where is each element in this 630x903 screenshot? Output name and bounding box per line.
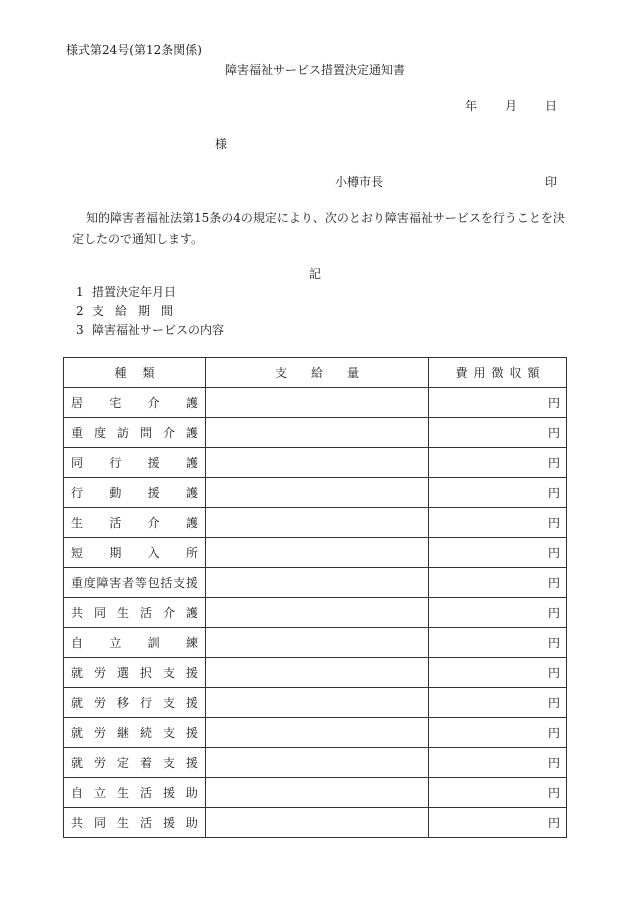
header-quantity: 支 給 量: [206, 358, 429, 388]
table-row: [64, 568, 567, 598]
fee-cell: [429, 418, 567, 448]
service-type-cell: [64, 718, 206, 748]
yen-unit: 円: [547, 606, 560, 620]
table-row: [64, 388, 567, 418]
item-number: 3: [76, 323, 84, 337]
fee-cell: [429, 748, 567, 778]
list-item: [76, 286, 176, 298]
service-type-cell: [64, 388, 206, 418]
service-type-cell: [64, 688, 206, 718]
list-item: [76, 324, 224, 336]
fee-cell: [429, 568, 567, 598]
yen-unit: 円: [547, 426, 560, 440]
service-type-label: 同 行 援 護: [71, 456, 198, 470]
seal-mark: 印: [545, 175, 558, 189]
ki-heading: 記: [308, 267, 321, 281]
service-type-cell: [64, 658, 206, 688]
table-row: [64, 778, 567, 808]
service-type-cell: [64, 508, 206, 538]
fee-cell: [429, 628, 567, 658]
recipient-suffix: 様: [215, 137, 228, 151]
service-type-label: 居 宅 介 護: [71, 396, 198, 410]
yen-unit: 円: [547, 666, 560, 680]
header-fee: 費 用 徴 収 額: [429, 358, 567, 388]
table-row: [64, 808, 567, 838]
fee-cell: [429, 808, 567, 838]
yen-unit: 円: [547, 546, 560, 560]
service-type-label: 短 期 入 所: [71, 546, 198, 560]
fee-cell: [429, 388, 567, 418]
yen-unit: 円: [547, 516, 560, 530]
service-type-label: 生 活 介 護: [71, 516, 198, 530]
issuer-name: 小樽市長: [335, 175, 384, 189]
yen-unit: 円: [547, 456, 560, 470]
table-row: [64, 658, 567, 688]
list-item: [76, 305, 184, 317]
fee-cell: [429, 688, 567, 718]
fee-cell: [429, 718, 567, 748]
item-number: 2: [76, 304, 84, 318]
table-row: [64, 748, 567, 778]
service-type-label: 共 同 生 活 介 護: [71, 606, 198, 620]
yen-unit: 円: [547, 786, 560, 800]
year-label: 年: [464, 99, 477, 113]
service-type-cell: [64, 418, 206, 448]
quantity-cell: [206, 448, 429, 478]
yen-unit: 円: [547, 576, 560, 590]
fee-cell: [429, 448, 567, 478]
quantity-cell: [206, 748, 429, 778]
fee-cell: [429, 658, 567, 688]
date-line: [465, 100, 557, 112]
quantity-cell: [206, 598, 429, 628]
day-label: 日: [544, 99, 557, 113]
quantity-cell: [206, 568, 429, 598]
service-type-cell: [64, 568, 206, 598]
item-label: 支給期間: [92, 304, 185, 318]
quantity-cell: [206, 418, 429, 448]
service-type-cell: [64, 448, 206, 478]
service-type-label: 自 立 生 活 援 助: [71, 786, 198, 800]
document-title: 障害福祉サービス措置決定通知書: [224, 63, 405, 77]
service-type-label: 就 労 移 行 支 援: [71, 696, 198, 710]
yen-unit: 円: [547, 756, 560, 770]
item-label: 障害福祉サービスの内容: [92, 323, 225, 337]
yen-unit: 円: [547, 816, 560, 830]
table-row: [64, 598, 567, 628]
table-row: [64, 508, 567, 538]
table-header-row: [64, 358, 567, 388]
yen-unit: 円: [547, 486, 560, 500]
header-type: 種 類: [64, 358, 206, 388]
service-type-cell: [64, 748, 206, 778]
item-label: 措置決定年月日: [92, 285, 177, 299]
month-label: 月: [504, 99, 517, 113]
table-row: [64, 448, 567, 478]
quantity-cell: [206, 388, 429, 418]
fee-cell: [429, 598, 567, 628]
quantity-cell: [206, 778, 429, 808]
table-row: [64, 538, 567, 568]
service-type-label: 就 労 定 着 支 援: [71, 756, 198, 770]
service-type-cell: [64, 628, 206, 658]
yen-unit: 円: [547, 726, 560, 740]
service-table: [63, 357, 567, 838]
quantity-cell: [206, 508, 429, 538]
quantity-cell: [206, 688, 429, 718]
quantity-cell: [206, 658, 429, 688]
fee-cell: [429, 478, 567, 508]
quantity-cell: [206, 628, 429, 658]
service-type-cell: [64, 598, 206, 628]
yen-unit: 円: [547, 396, 560, 410]
fee-cell: [429, 538, 567, 568]
service-type-label: 重 度 障 害 者 等 包 括 支 援: [71, 576, 198, 590]
service-type-label: 自 立 訓 練: [71, 636, 198, 650]
service-type-cell: [64, 778, 206, 808]
table-row: [64, 628, 567, 658]
fee-cell: [429, 508, 567, 538]
table-row: [64, 418, 567, 448]
service-type-label: 就 労 継 続 支 援: [71, 726, 198, 740]
form-number: 様式第24号(第12条関係): [66, 43, 202, 57]
quantity-cell: [206, 718, 429, 748]
fee-cell: [429, 778, 567, 808]
service-type-label: 就 労 選 択 支 援: [71, 666, 198, 680]
service-type-label: 重 度 訪 問 介 護: [71, 426, 198, 440]
quantity-cell: [206, 808, 429, 838]
body-text: 知的障害者福祉法第15条の4の規定により、次のとおり障害福祉サービスを行うことを決定したので通知します。: [72, 211, 565, 246]
table-row: [64, 688, 567, 718]
table-row: [64, 478, 567, 508]
service-type-label: 共 同 生 活 援 助: [71, 816, 198, 830]
service-type-label: 行 動 援 護: [71, 486, 198, 500]
quantity-cell: [206, 478, 429, 508]
item-number: 1: [76, 285, 84, 299]
yen-unit: 円: [547, 636, 560, 650]
service-type-cell: [64, 808, 206, 838]
table-row: [64, 718, 567, 748]
quantity-cell: [206, 538, 429, 568]
service-type-cell: [64, 538, 206, 568]
yen-unit: 円: [547, 696, 560, 710]
service-type-cell: [64, 478, 206, 508]
